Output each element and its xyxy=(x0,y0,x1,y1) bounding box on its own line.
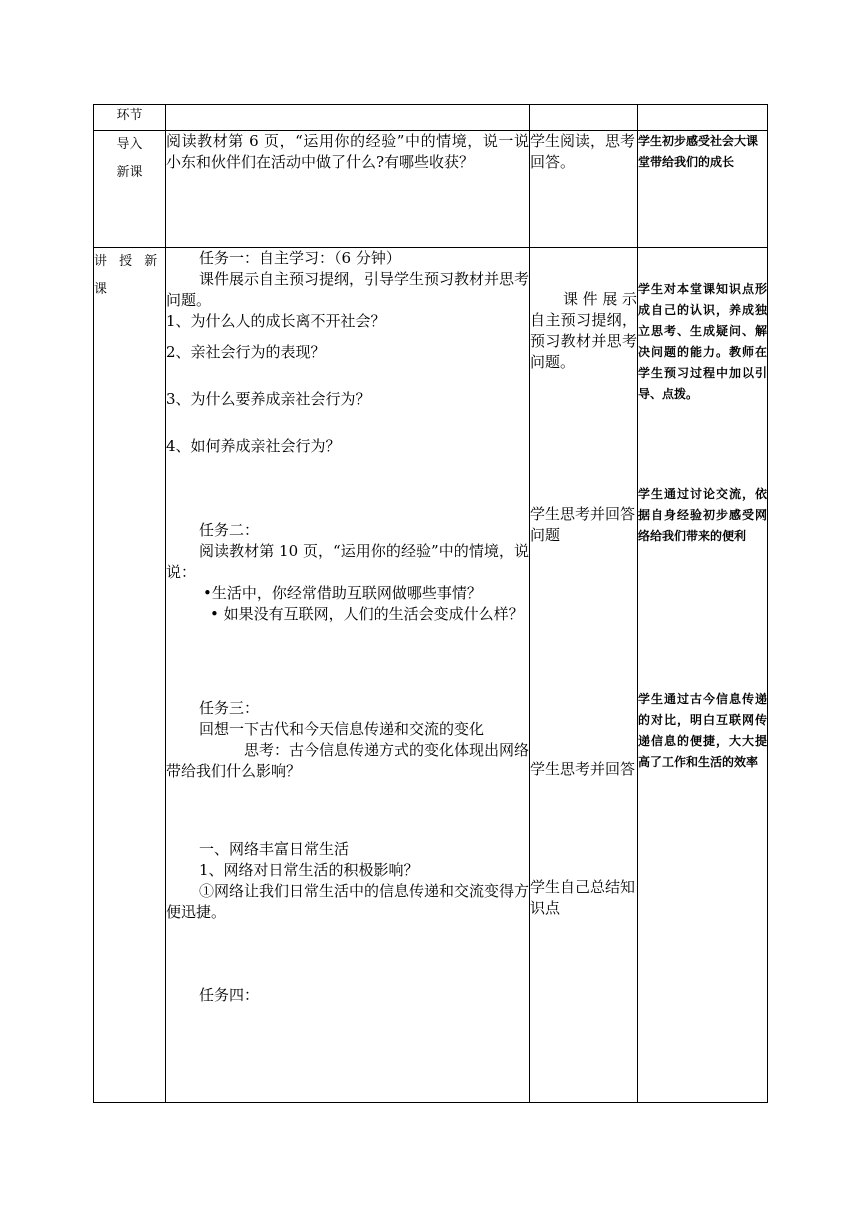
task2-bullet-1: •生活中，你经常借助互联网做哪些事情？ xyxy=(203,584,482,602)
task2-activity: 学生思考并回答问题 xyxy=(530,505,636,544)
task1-question-3: 3、为什么要养成亲社会行为？ xyxy=(166,390,371,408)
task2-design: 学生通过讨论交流，依据自身经验初步感受网络给我们带来的便利 xyxy=(638,487,767,543)
task3-think: 思考：古今信息传递方式的变化体现出网络带给我们什么影响？ xyxy=(166,741,530,780)
intro-activity-cell xyxy=(530,131,638,248)
intro-activity-text: 学生阅读，思考回答。 xyxy=(530,132,636,171)
header-design-cell xyxy=(638,105,768,131)
intro-section-cell xyxy=(94,131,166,248)
header-row xyxy=(94,105,768,131)
intro-row xyxy=(94,131,768,248)
task2-title: 任务二： xyxy=(199,521,260,539)
lecture-activity-cell xyxy=(530,248,638,1103)
header-section-label: 环节 xyxy=(116,108,143,123)
summary-question: 1、网络对日常生活的积极影响？ xyxy=(199,861,419,879)
summary-heading: 一、网络丰富日常生活 xyxy=(199,840,350,858)
lecture-section-cell xyxy=(94,248,166,1103)
summary-point-1: ①网络让我们日常生活中的信息传递和交流变得方便迅捷。 xyxy=(166,882,530,921)
lecture-section-line2: 课 xyxy=(94,282,112,297)
intro-design-cell xyxy=(638,131,768,248)
task4-title: 任务四： xyxy=(199,986,260,1004)
task1-activity: 课件展示自主预习提纲，预习教材并思考问题。 xyxy=(530,290,637,371)
task3-desc: 回想一下古代和今天信息传递和交流的变化 xyxy=(199,720,485,738)
header-activity-cell xyxy=(530,105,638,131)
task3-activity: 学生思考并回答 xyxy=(530,760,636,778)
header-content-cell xyxy=(166,105,530,131)
task1-design: 学生对本堂课知识点形成自己的认识，养成独立思考、生成疑问、解决问题的能力。教师在学生预习过程中加以引导、点拨。 xyxy=(638,282,767,401)
summary-activity: 学生自己总结知识点 xyxy=(530,878,636,917)
lesson-plan-table xyxy=(93,104,768,1103)
task1-title: 任务一：自主学习：（6 分钟） xyxy=(199,249,401,267)
header-section-cell xyxy=(94,105,166,131)
task1-question-1: 1、为什么人的成长离不开社会？ xyxy=(166,312,386,330)
intro-design-text: 学生初步感受社会大课堂带给我们的成长 xyxy=(638,134,759,169)
lecture-content-cell xyxy=(166,248,530,1103)
intro-section-line2: 新课 xyxy=(116,165,143,180)
intro-content-cell xyxy=(166,131,530,248)
task1-desc: 课件展示自主预习提纲，引导学生预习教材并思考问题。 xyxy=(166,270,530,309)
task3-design: 学生通过古今信息传递的对比，明白互联网传递信息的便捷，大大提高了工作和生活的效率 xyxy=(638,692,767,769)
task1-question-4: 4、如何养成亲社会行为？ xyxy=(166,437,341,455)
lecture-section-line1: 讲 授 新 xyxy=(94,254,162,269)
task2-bullet-2: • 如果没有互联网，人们的生活会变成什么样？ xyxy=(210,605,524,623)
lecture-design-cell xyxy=(638,248,768,1103)
intro-content-text: 阅读教材第 6 页，“运用你的经验”中的情境，说一说小东和伙伴们在活动中做了什么?有哪些收获？ xyxy=(166,132,529,171)
task2-desc: 阅读教材第 10 页，“运用你的经验”中的情境，说说： xyxy=(166,542,529,581)
task1-question-2: 2、亲社会行为的表现？ xyxy=(166,343,326,361)
intro-section-line1: 导入 xyxy=(116,137,143,152)
task3-title: 任务三： xyxy=(199,699,260,717)
lecture-row xyxy=(94,248,768,1103)
